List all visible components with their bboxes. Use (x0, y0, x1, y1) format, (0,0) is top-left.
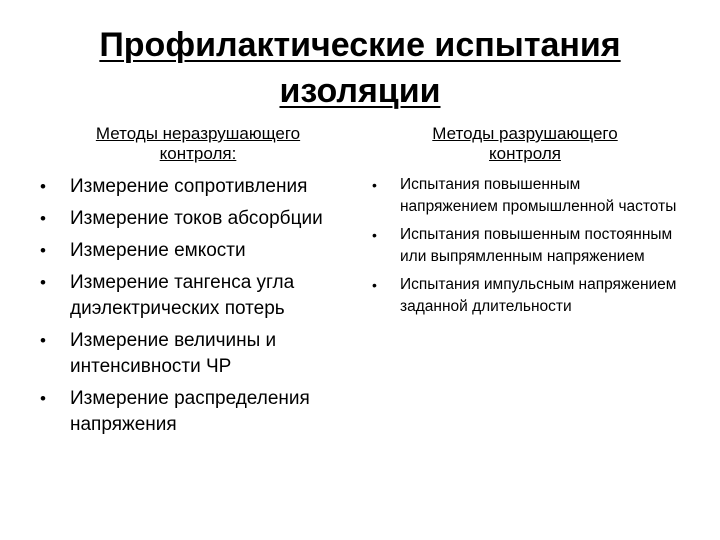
list-item-text: Измерение тангенса угла диэлектрических потерь (70, 272, 295, 319)
list-item (372, 274, 682, 318)
list-item (40, 174, 360, 200)
bullet-icon: • (40, 331, 46, 350)
bullet-icon: • (372, 227, 377, 243)
list-item (40, 270, 360, 322)
non-destructive-list (40, 174, 360, 438)
list-item-text: Измерение распределения напряжения (70, 388, 310, 435)
list-item (40, 328, 360, 380)
list-item (40, 206, 360, 232)
bullet-icon: • (372, 177, 377, 193)
list-item-text: Испытания импульсным напряжением заданной длительности (400, 276, 677, 315)
destructive-heading: Методы разрушающего контроля (432, 124, 618, 163)
list-item-text: Испытания повышенным постоянным или выпрямленным напряжением (400, 226, 673, 265)
list-item-text: Измерение токов абсорбции (70, 208, 323, 229)
bullet-icon: • (40, 209, 46, 228)
bullet-icon: • (40, 177, 46, 196)
list-item-text: Измерение емкости (70, 240, 246, 261)
destructive-methods-column (372, 124, 682, 324)
list-item (40, 386, 360, 438)
list-item-text: Испытания повышенным напряжением промышленной частоты (400, 176, 677, 215)
non-destructive-heading: Методы неразрушающего контроля: (95, 124, 301, 163)
list-item (372, 174, 682, 218)
list-item-text: Измерение сопротивления (70, 176, 308, 197)
bullet-icon: • (40, 273, 46, 292)
list-item-text: Измерение величины и интенсивности ЧР (70, 330, 277, 377)
bullet-icon: • (40, 389, 46, 408)
list-item (40, 238, 360, 264)
destructive-list (372, 174, 682, 318)
bullet-icon: • (372, 277, 377, 293)
list-item (372, 224, 682, 268)
page-title: Профилактические испытания изоляции (99, 26, 621, 110)
non-destructive-methods-column (40, 124, 360, 444)
bullet-icon: • (40, 241, 46, 260)
